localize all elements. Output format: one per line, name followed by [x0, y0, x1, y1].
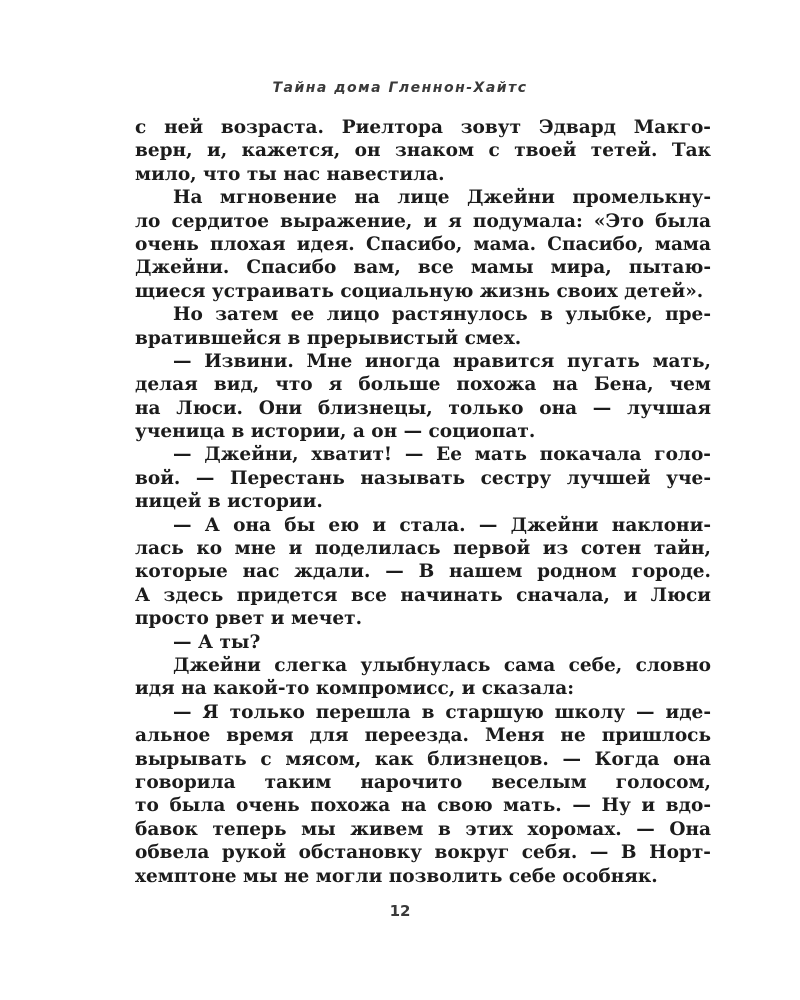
page-number: 12 [389, 902, 411, 920]
text-line: очень плохая идея. Спасибо, мама. Спасибо, мама [135, 233, 711, 255]
text-line: На мгновение на лице Джейни промелькну- [173, 187, 711, 209]
text-line: альное время для переезда. Меня не пришлось [135, 725, 711, 747]
text-line: Но затем ее лицо растянулось в улыбке, пре- [173, 304, 711, 326]
text-line: — Извини. Мне иногда нравится пугать мать, [173, 350, 711, 372]
text-line: с ней возраста. Риелтора зовут Эдвард Макго- [135, 117, 711, 138]
text-line: говорила таким нарочито веселым голосом, [135, 771, 711, 793]
text-line: вратившейся в прерывистый смех. [135, 327, 522, 349]
text-line: вырывать с мясом, как близнецов. — Когда она [135, 748, 711, 770]
text-line: А здесь придется все начинать сначала, и Люси [135, 584, 711, 606]
text-line: на Люси. Они близнецы, только она — лучшая [135, 397, 711, 419]
text-line: — А ты? [173, 631, 261, 653]
text-line: Джейни. Спасибо вам, все мамы мира, пытаю- [135, 257, 711, 279]
text-line: — Джейни, хватит! — Ее мать покачала голо- [173, 444, 711, 466]
text-line: делая вид, что я больше похожа на Бена, чем [135, 374, 711, 396]
text-line: мило, что ты нас навестила. [135, 163, 445, 185]
text-line: лась ко мне и поделилась первой из сотен тайн, [135, 538, 711, 560]
text-line: вой. — Перестань называть сестру лучшей уче- [135, 467, 711, 489]
text-line: хемптоне мы не могли позволить себе особняк. [135, 865, 658, 887]
text-line: ницей в истории. [135, 491, 323, 513]
text-line: — Я только перешла в старшую школу — иде- [173, 701, 711, 723]
text-line: ло сердитое выражение, и я подумала: «Это была [135, 210, 711, 232]
body-text [135, 116, 711, 888]
text-line: которые нас ждали. — В нашем родном городе. [135, 561, 711, 583]
text-line: Джейни слегка улыбнулась сама себе, словно [173, 654, 711, 676]
running-header: Тайна дома Гленнон-Хайтс [272, 80, 528, 96]
text-line: бавок теперь мы живем в этих хоромах. — Она [135, 818, 711, 840]
text-line: то была очень похожа на свою мать. — Ну и вдо- [135, 795, 711, 817]
text-line: просто рвет и мечет. [135, 608, 363, 630]
text-line: щиеся устраивать социальную жизнь своих детей». [135, 280, 704, 302]
text-line: идя на какой-то компромисс, и сказала: [135, 678, 575, 700]
text-line: ученица в истории, а он — социопат. [135, 421, 536, 443]
text-line: верн, и, кажется, он знаком с твоей тетей. Так [135, 140, 711, 162]
text-line: обвела рукой обстановку вокруг себя. — В Норт- [135, 842, 711, 864]
text-line: — А она бы ею и стала. — Джейни наклони- [173, 514, 711, 536]
